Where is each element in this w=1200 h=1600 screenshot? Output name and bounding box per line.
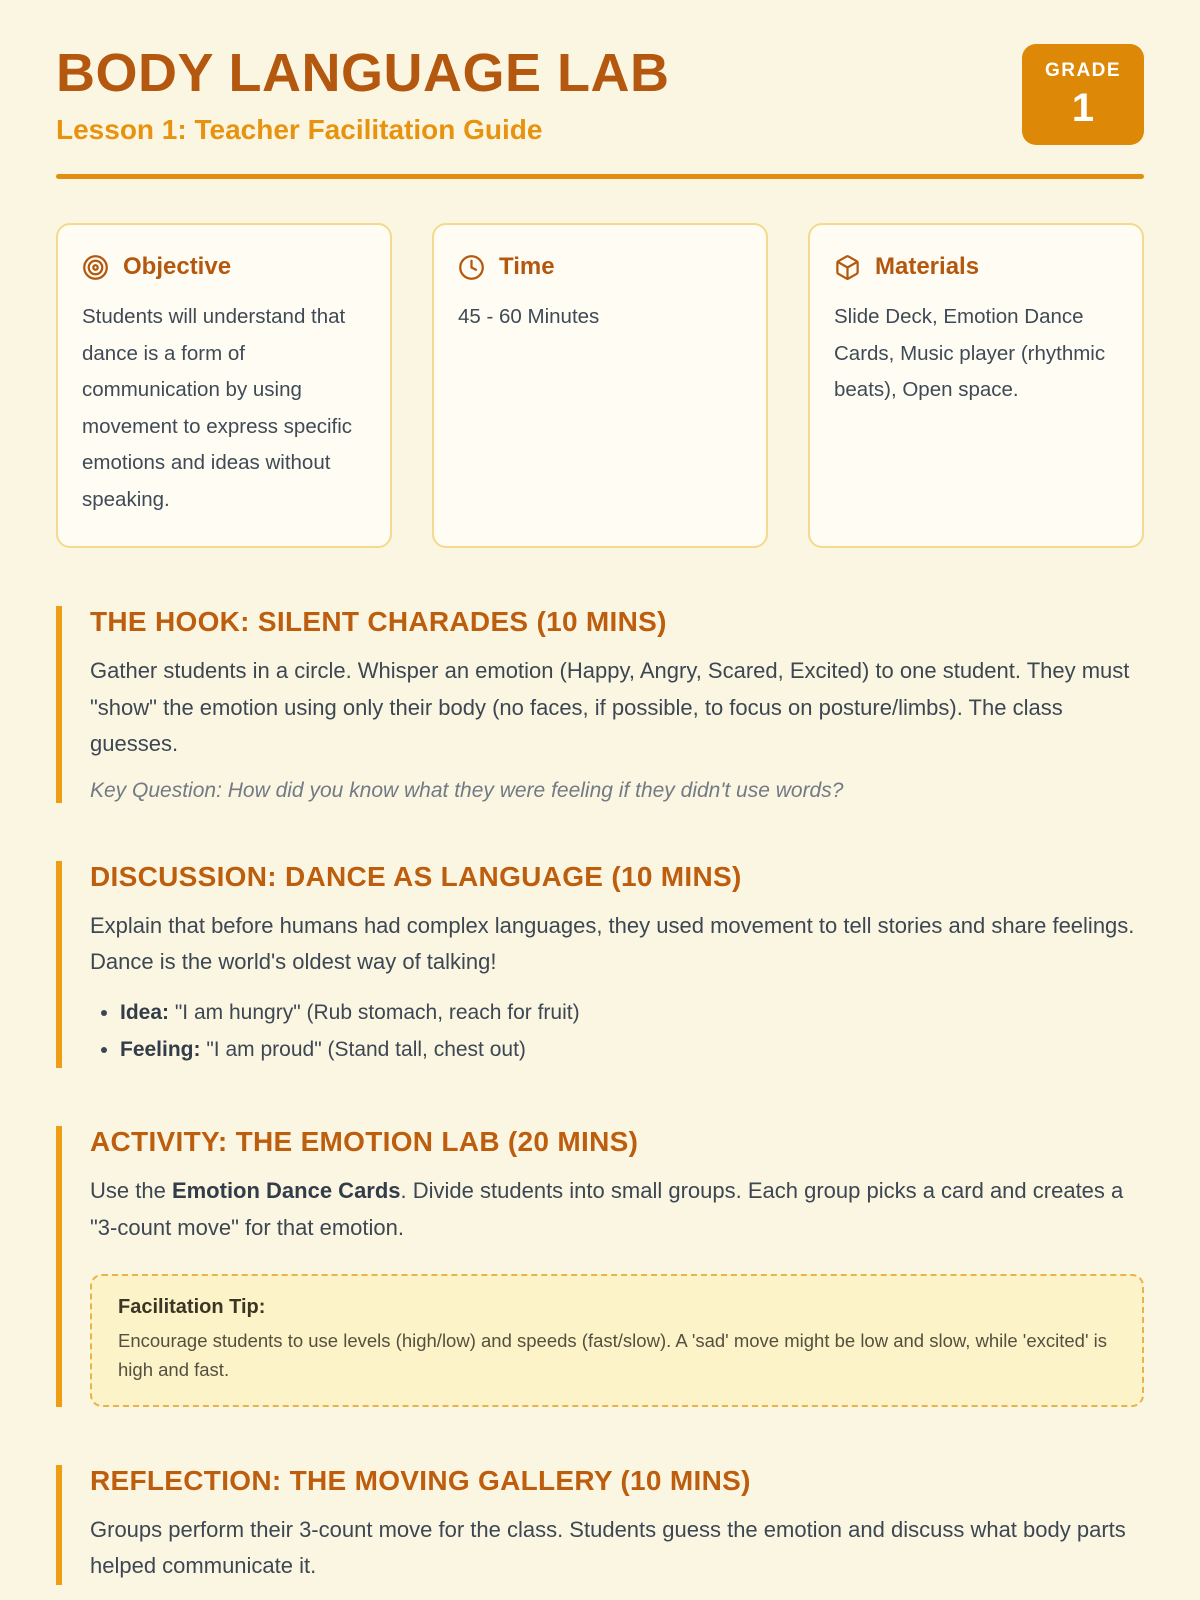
objective-card-header	[82, 253, 366, 281]
page-title: BODY LANGUAGE LAB	[56, 43, 670, 103]
grade-label: GRADE	[1044, 60, 1122, 81]
page-subtitle: Lesson 1: Teacher Facilitation Guide	[56, 114, 543, 146]
materials-card	[808, 223, 1144, 548]
activity-body	[90, 1173, 1144, 1246]
facilitation-tip-box	[90, 1274, 1144, 1406]
bullet-feeling-label: Feeling:	[120, 1037, 201, 1061]
time-card	[432, 223, 768, 548]
activity-body-prefix: Use the	[90, 1178, 172, 1204]
clock-icon	[458, 254, 485, 281]
header-text	[56, 44, 670, 146]
section-reflection	[56, 1465, 1144, 1585]
materials-card-body: Slide Deck, Emotion Dance Cards, Music player (rhythmic beats), Open space.	[834, 305, 1106, 402]
discussion-body: Explain that before humans had complex languages, they used movement to tell stories and share feelings. Dance is the world's oldest way of talking!	[90, 912, 1135, 975]
discussion-heading: DISCUSSION: DANCE AS LANGUAGE (10 MINS)	[90, 860, 742, 892]
section-hook	[56, 606, 1144, 803]
objective-card	[56, 223, 392, 548]
target-icon	[82, 254, 109, 281]
activity-heading: ACTIVITY: THE EMOTION LAB (20 MINS)	[90, 1126, 639, 1158]
info-cards-row	[56, 223, 1144, 548]
reflection-body: Groups perform their 3-count move for the class. Students guess the emotion and discuss what body parts helped communicate it.	[90, 1516, 1126, 1579]
tip-body: Encourage students to use levels (high/low) and speeds (fast/slow). A 'sad' move might be low and slow, while 'excited' is high and fast.	[118, 1330, 1107, 1380]
grade-value: 1	[1071, 86, 1095, 130]
hook-heading: THE HOOK: SILENT CHARADES (10 MINS)	[90, 606, 667, 638]
time-card-header	[458, 253, 742, 281]
header-divider	[56, 174, 1144, 179]
tip-title: Facilitation Tip:	[118, 1296, 266, 1319]
objective-card-title: Objective	[123, 253, 232, 281]
header	[56, 44, 1144, 146]
activity-body-suffix: . Divide students into small groups. Each group picks a card and creates a "3-count move" for that emotion.	[90, 1178, 1124, 1240]
bullet-idea-text: "I am hungry" (Rub stomach, reach for fruit)	[169, 1000, 580, 1024]
discussion-bullet-list	[90, 995, 1144, 1069]
reflection-heading: REFLECTION: THE MOVING GALLERY (10 MINS)	[90, 1464, 751, 1496]
objective-card-body: Students will understand that dance is a form of communication by using movement to express specific emotions and ideas without speaking.	[82, 305, 353, 511]
hook-body: Gather students in a circle. Whisper an emotion (Happy, Angry, Scared, Excited) to one student. They must "show" the emotion using only their body (no faces, if possible, to focus on posture/limbs). The class guesses.	[90, 658, 1130, 757]
materials-card-header	[834, 253, 1118, 281]
bullet-idea	[120, 995, 1144, 1032]
bullet-feeling-text: "I am proud" (Stand tall, chest out)	[200, 1037, 526, 1061]
time-card-body: 45 - 60 Minutes	[458, 305, 600, 329]
section-activity	[56, 1126, 1144, 1406]
hook-key-question: Key Question: How did you know what they were feeling if they didn't use words?	[90, 778, 844, 802]
materials-card-title: Materials	[875, 253, 980, 281]
activity-body-bold: Emotion Dance Cards	[171, 1178, 401, 1204]
package-icon	[834, 254, 861, 281]
bullet-idea-label: Idea:	[120, 1000, 170, 1024]
grade-badge	[1022, 44, 1144, 145]
time-card-title: Time	[499, 253, 555, 281]
bullet-feeling	[120, 1032, 1144, 1069]
section-discussion	[56, 861, 1144, 1069]
